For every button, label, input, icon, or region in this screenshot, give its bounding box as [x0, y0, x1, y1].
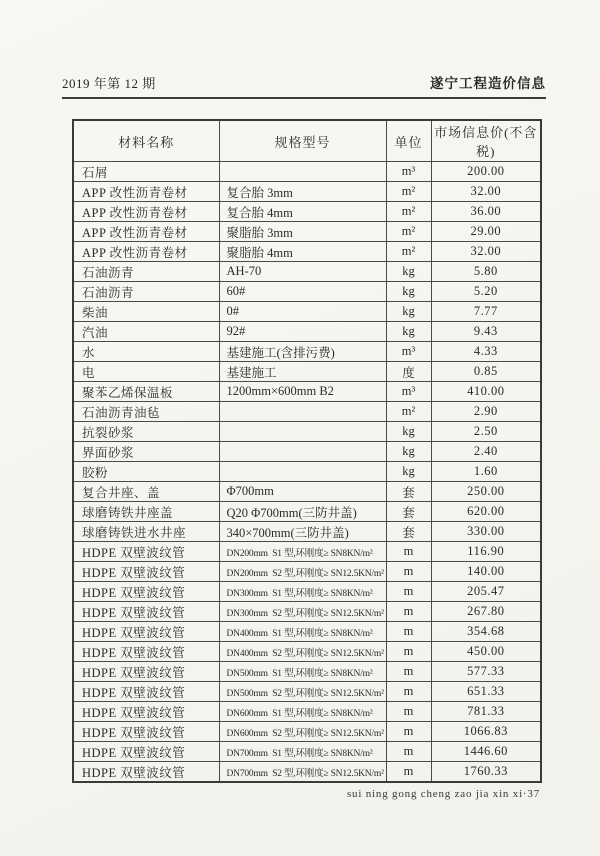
table-row	[73, 702, 541, 722]
table-row	[73, 182, 541, 202]
price-cell: 354.68	[431, 622, 541, 642]
material-name-cell: HDPE 双壁波纹管	[73, 642, 219, 662]
price-cell: 1066.83	[431, 722, 541, 742]
material-name-cell: 球磨铸铁井座盖	[73, 502, 219, 522]
material-name-cell: HDPE 双壁波纹管	[73, 742, 219, 762]
unit-cell: m²	[386, 202, 431, 222]
spec-cell: DN700mm S2 型,环刚度≥ SN12.5KN/m²	[219, 762, 386, 783]
table-row	[73, 382, 541, 402]
unit-cell: m	[386, 562, 431, 582]
unit-cell: 套	[386, 502, 431, 522]
table-row	[73, 342, 541, 362]
unit-cell: m²	[386, 222, 431, 242]
unit-cell: m	[386, 602, 431, 622]
spec-cell: DN400mm S1 型,环刚度≥ SN8KN/m²	[219, 622, 386, 642]
unit-cell: m	[386, 622, 431, 642]
spec-cell: DN500mm S2 型,环刚度≥ SN12.5KN/m²	[219, 682, 386, 702]
table-row	[73, 662, 541, 682]
price-table	[72, 119, 542, 783]
material-name-cell: 水	[73, 342, 219, 362]
table-row	[73, 502, 541, 522]
col-header-material: 材料名称	[73, 120, 219, 162]
unit-cell: kg	[386, 462, 431, 482]
unit-cell: m³	[386, 342, 431, 362]
col-header-price: 市场信息价(不含税)	[431, 120, 541, 162]
material-name-cell: 电	[73, 362, 219, 382]
spec-cell: 60#	[219, 282, 386, 302]
unit-cell: m	[386, 682, 431, 702]
spec-cell: 复合胎 4mm	[219, 202, 386, 222]
spec-cell: DN300mm S1 型,环刚度≥ SN8KN/m²	[219, 582, 386, 602]
table-row	[73, 222, 541, 242]
unit-cell: m	[386, 642, 431, 662]
price-cell: 200.00	[431, 162, 541, 182]
price-cell: 205.47	[431, 582, 541, 602]
col-header-spec: 规格型号	[219, 120, 386, 162]
spec-cell	[219, 462, 386, 482]
material-name-cell: 复合井座、盖	[73, 482, 219, 502]
unit-cell: kg	[386, 442, 431, 462]
material-name-cell: 柴油	[73, 302, 219, 322]
spec-cell: DN500mm S1 型,环刚度≥ SN8KN/m²	[219, 662, 386, 682]
unit-cell: m	[386, 542, 431, 562]
price-cell: 410.00	[431, 382, 541, 402]
table-row	[73, 642, 541, 662]
table-row	[73, 442, 541, 462]
table-body	[73, 162, 541, 783]
price-cell: 5.20	[431, 282, 541, 302]
unit-cell: 套	[386, 522, 431, 542]
spec-cell	[219, 422, 386, 442]
material-name-cell: 石油沥青油毡	[73, 402, 219, 422]
material-name-cell: APP 改性沥青卷材	[73, 202, 219, 222]
price-cell: 9.43	[431, 322, 541, 342]
material-name-cell: HDPE 双壁波纹管	[73, 542, 219, 562]
material-name-cell: HDPE 双壁波纹管	[73, 662, 219, 682]
table-row	[73, 322, 541, 342]
spec-cell: DN600mm S2 型,环刚度≥ SN12.5KN/m²	[219, 722, 386, 742]
unit-cell: m³	[386, 162, 431, 182]
price-cell: 620.00	[431, 502, 541, 522]
unit-cell: 套	[386, 482, 431, 502]
material-name-cell: 球磨铸铁进水井座	[73, 522, 219, 542]
material-name-cell: APP 改性沥青卷材	[73, 242, 219, 262]
unit-cell: m	[386, 662, 431, 682]
material-name-cell: 聚苯乙烯保温板	[73, 382, 219, 402]
price-cell: 781.33	[431, 702, 541, 722]
price-cell: 2.40	[431, 442, 541, 462]
material-name-cell: 石油沥青	[73, 282, 219, 302]
spec-cell: 聚脂胎 4mm	[219, 242, 386, 262]
price-cell: 5.80	[431, 262, 541, 282]
material-name-cell: HDPE 双壁波纹管	[73, 622, 219, 642]
unit-cell: m	[386, 582, 431, 602]
unit-cell: m²	[386, 182, 431, 202]
spec-cell: DN300mm S2 型,环刚度≥ SN12.5KN/m²	[219, 602, 386, 622]
table-row	[73, 302, 541, 322]
price-cell: 250.00	[431, 482, 541, 502]
material-name-cell: HDPE 双壁波纹管	[73, 582, 219, 602]
unit-cell: m²	[386, 242, 431, 262]
unit-cell: m³	[386, 382, 431, 402]
table-row	[73, 622, 541, 642]
material-name-cell: 界面砂浆	[73, 442, 219, 462]
price-cell: 0.85	[431, 362, 541, 382]
spec-cell	[219, 442, 386, 462]
material-name-cell: HDPE 双壁波纹管	[73, 702, 219, 722]
unit-cell: m	[386, 722, 431, 742]
table-row	[73, 162, 541, 182]
spec-cell: Q20 Φ700mm(三防井盖)	[219, 502, 386, 522]
spec-cell: 0#	[219, 302, 386, 322]
table-row	[73, 362, 541, 382]
table-row	[73, 402, 541, 422]
unit-cell: kg	[386, 422, 431, 442]
spec-cell: DN200mm S1 型,环刚度≥ SN8KN/m²	[219, 542, 386, 562]
table-row	[73, 462, 541, 482]
spec-cell: 基建施工	[219, 362, 386, 382]
price-cell: 116.90	[431, 542, 541, 562]
table-row	[73, 522, 541, 542]
spec-cell: 1200mm×600mm B2	[219, 382, 386, 402]
spec-cell: 聚脂胎 3mm	[219, 222, 386, 242]
price-cell: 577.33	[431, 662, 541, 682]
price-cell: 4.33	[431, 342, 541, 362]
price-cell: 1.60	[431, 462, 541, 482]
table-row	[73, 742, 541, 762]
table-row	[73, 282, 541, 302]
spec-cell: DN200mm S2 型,环刚度≥ SN12.5KN/m²	[219, 562, 386, 582]
price-cell: 1760.33	[431, 762, 541, 783]
price-cell: 32.00	[431, 242, 541, 262]
material-name-cell: 胶粉	[73, 462, 219, 482]
col-header-unit: 单位	[386, 120, 431, 162]
price-cell: 2.90	[431, 402, 541, 422]
material-name-cell: APP 改性沥青卷材	[73, 222, 219, 242]
price-cell: 36.00	[431, 202, 541, 222]
price-cell: 140.00	[431, 562, 541, 582]
page-header	[62, 72, 546, 99]
unit-cell: 度	[386, 362, 431, 382]
publication-title: 遂宁工程造价信息	[430, 76, 546, 91]
spec-cell: Φ700mm	[219, 482, 386, 502]
unit-cell: kg	[386, 302, 431, 322]
price-cell: 32.00	[431, 182, 541, 202]
spec-cell: 92#	[219, 322, 386, 342]
material-name-cell: HDPE 双壁波纹管	[73, 722, 219, 742]
material-name-cell: HDPE 双壁波纹管	[73, 602, 219, 622]
table-row	[73, 722, 541, 742]
table-row	[73, 682, 541, 702]
spec-cell: DN400mm S2 型,环刚度≥ SN12.5KN/m²	[219, 642, 386, 662]
material-name-cell: 石屑	[73, 162, 219, 182]
price-cell: 2.50	[431, 422, 541, 442]
spec-cell: 基建施工(含排污费)	[219, 342, 386, 362]
price-cell: 7.77	[431, 302, 541, 322]
unit-cell: m	[386, 742, 431, 762]
spec-cell: 340×700mm(三防井盖)	[219, 522, 386, 542]
spec-cell: DN600mm S1 型,环刚度≥ SN8KN/m²	[219, 702, 386, 722]
unit-cell: kg	[386, 262, 431, 282]
table-row	[73, 262, 541, 282]
table-row	[73, 582, 541, 602]
material-name-cell: 汽油	[73, 322, 219, 342]
price-cell: 267.80	[431, 602, 541, 622]
table-row	[73, 762, 541, 783]
spec-cell: DN700mm S1 型,环刚度≥ SN8KN/m²	[219, 742, 386, 762]
table-row	[73, 482, 541, 502]
spec-cell: 复合胎 3mm	[219, 182, 386, 202]
page-footer: sui ning gong cheng zao jia xin xi·37	[346, 788, 540, 800]
price-cell: 651.33	[431, 682, 541, 702]
issue-label: 2019 年第 12 期	[62, 76, 156, 91]
table-row	[73, 562, 541, 582]
material-name-cell: 抗裂砂浆	[73, 422, 219, 442]
material-name-cell: APP 改性沥青卷材	[73, 182, 219, 202]
unit-cell: kg	[386, 322, 431, 342]
table-row	[73, 602, 541, 622]
unit-cell: m	[386, 702, 431, 722]
material-name-cell: HDPE 双壁波纹管	[73, 682, 219, 702]
table-row	[73, 422, 541, 442]
material-name-cell: HDPE 双壁波纹管	[73, 562, 219, 582]
spec-cell: AH-70	[219, 262, 386, 282]
unit-cell: m	[386, 762, 431, 783]
spec-cell	[219, 162, 386, 182]
material-name-cell: HDPE 双壁波纹管	[73, 762, 219, 783]
spec-cell	[219, 402, 386, 422]
material-name-cell: 石油沥青	[73, 262, 219, 282]
table-row	[73, 542, 541, 562]
unit-cell: m²	[386, 402, 431, 422]
unit-cell: kg	[386, 282, 431, 302]
table-row	[73, 202, 541, 222]
price-cell: 29.00	[431, 222, 541, 242]
table-header-row	[73, 120, 541, 162]
price-cell: 330.00	[431, 522, 541, 542]
price-cell: 450.00	[431, 642, 541, 662]
table-row	[73, 242, 541, 262]
price-cell: 1446.60	[431, 742, 541, 762]
